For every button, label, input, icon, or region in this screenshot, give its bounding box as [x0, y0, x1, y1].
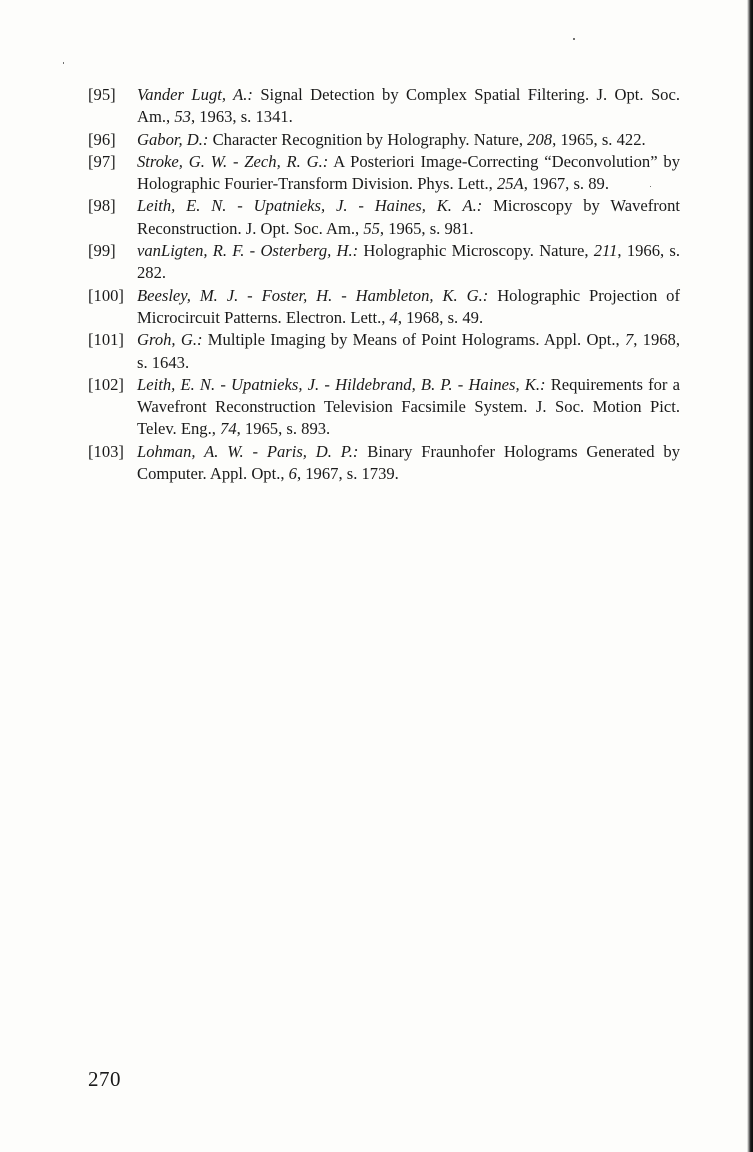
reference-volume: 55 [363, 218, 380, 238]
reference-number: [103] [88, 441, 124, 461]
reference-authors: Lohman, A. W. - Paris, D. P.: [137, 441, 359, 461]
reference-authors: Stroke, G. W. - Zech, R. G.: [137, 151, 329, 171]
reference-number: [96] [88, 129, 116, 149]
reference-volume: 208 [527, 129, 553, 149]
reference-details: , 1968, s. 49. [397, 307, 484, 327]
reference-entry [88, 195, 680, 240]
reference-number: [97] [88, 151, 116, 171]
reference-authors: Leith, E. N. - Upatnieks, J. - Hildebrand, B. P. - Haines, K.: [137, 374, 546, 394]
reference-number: [99] [88, 241, 116, 261]
reference-entry [88, 240, 680, 285]
reference-entry [88, 151, 680, 196]
reference-title: Requirements for a Wavefront Reconstruction Television Facsimile System. J. Soc. Motion Pict. Telev. Eng., [137, 374, 680, 439]
reference-entry [88, 441, 680, 486]
reference-details: , 1965, s. 981. [379, 218, 474, 238]
reference-authors: Vander Lugt, A.: [137, 85, 253, 104]
reference-title: Character Recognition by Holography. Nature, [208, 129, 528, 149]
reference-title: A Posteriori Image-Correcting “Deconvolution” by Holographic Fourier-Transform Division. Phys. Lett., [137, 151, 680, 194]
reference-title: Multiple Imaging by Means of Point Holograms. Appl. Opt., [202, 330, 625, 350]
reference-title: Signal Detection by Complex Spatial Filtering. J. Opt. Soc. Am., [137, 85, 680, 127]
reference-authors: Beesley, M. J. - Foster, H. - Hambleton, K. G.: [137, 285, 489, 305]
reference-number: [95] [88, 85, 116, 104]
reference-authors: vanLigten, R. F. - Osterberg, H.: [137, 241, 359, 261]
reference-volume: 53 [174, 107, 191, 127]
reference-entry [88, 329, 680, 374]
page-number: 270 [88, 1067, 121, 1091]
reference-number: [98] [88, 196, 116, 216]
reference-entry [88, 129, 680, 151]
reference-volume: 4 [389, 307, 398, 327]
reference-entry [88, 374, 680, 441]
reference-number: [101] [88, 330, 124, 350]
reference-title: Microscopy by Wavefront Reconstruction. J. Opt. Soc. Am., [137, 196, 680, 238]
page-edge-shadow [747, 0, 753, 1152]
reference-volume: 6 [288, 464, 297, 484]
reference-authors: Gabor, D.: [137, 129, 209, 149]
reference-authors: Leith, E. N. - Upatnieks, J. - Haines, K. A.: [137, 196, 483, 216]
reference-entry [88, 84, 680, 129]
reference-title: Holographic Microscopy. Nature, [358, 241, 594, 261]
reference-details: , 1966, s. 282. [137, 241, 681, 283]
reference-number: [100] [88, 285, 124, 305]
reference-authors: Groh, G.: [137, 330, 203, 350]
reference-details: , 1967, s. 89. [523, 174, 609, 194]
reference-details: , 1965, s. 893. [236, 419, 331, 439]
reference-title: Holographic Projection of Microcircuit Patterns. Electron. Lett., [137, 285, 681, 327]
reference-volume: 7 [624, 330, 634, 350]
reference-details: , 1965, s. 422. [552, 129, 646, 149]
reference-volume: 25A [496, 174, 524, 194]
reference-number: [102] [88, 374, 124, 394]
reference-volume: 74 [220, 419, 237, 439]
reference-volume: 211 [593, 241, 618, 261]
reference-title: Binary Fraunhofer Holograms Generated by Computer. Appl. Opt., [137, 441, 681, 484]
reference-details: , 1967, s. 1739. [296, 464, 399, 484]
reference-details: , 1968, s. 1643. [137, 330, 680, 372]
scan-speck [573, 38, 575, 40]
reference-entry [88, 285, 680, 330]
reference-list [88, 84, 680, 485]
scan-speck [63, 62, 64, 64]
reference-details: , 1963, s. 1341. [190, 107, 293, 127]
